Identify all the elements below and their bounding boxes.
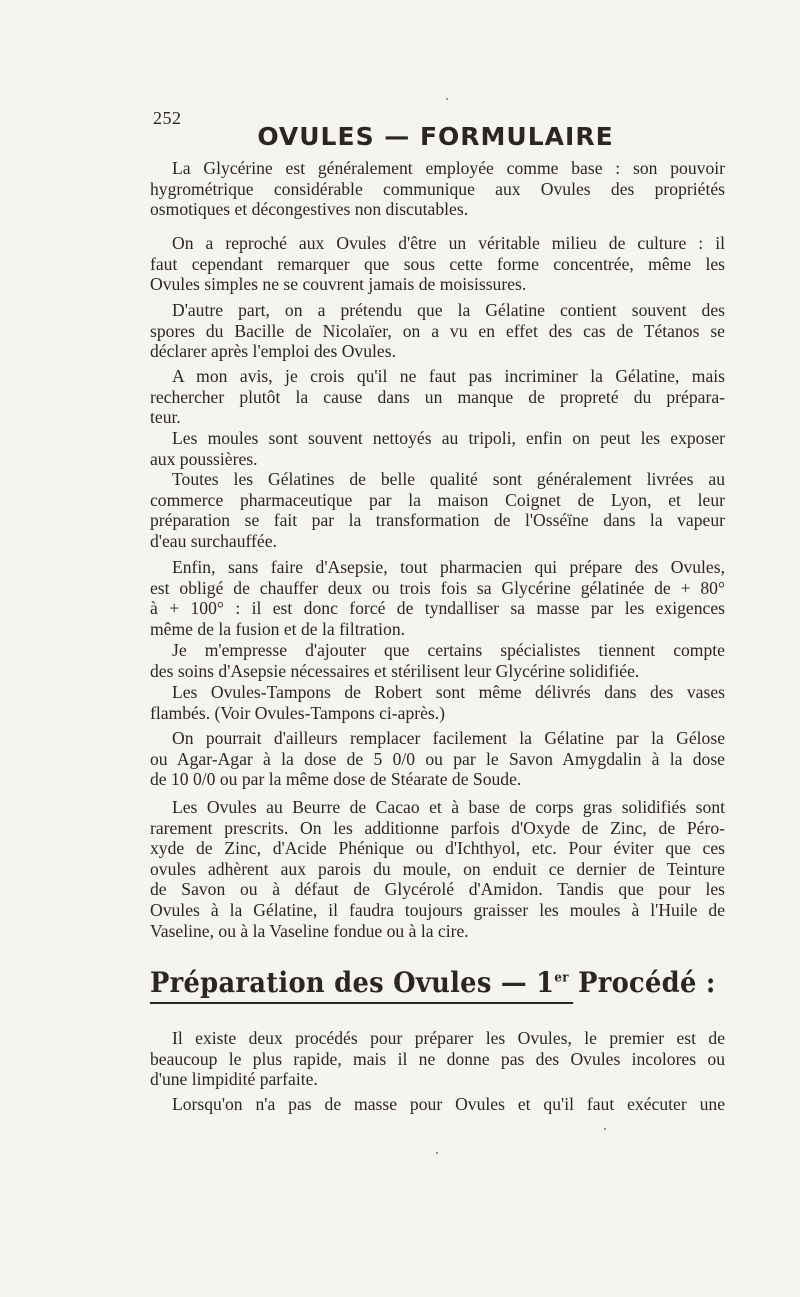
paragraph — [150, 1094, 725, 1115]
paragraph — [150, 640, 725, 681]
section-heading — [150, 966, 716, 1004]
paragraph — [150, 797, 725, 941]
text-line: ou Agar-Agar à la dose de 5 0/0 ou par le Savon Amygdalin à la dose — [150, 748, 725, 769]
text-line: xyde de Zinc, d'Acide Phénique ou d'Ichthyol, etc. Pour éviter que ces — [150, 838, 725, 859]
text-line: préparation se fait par la transformation de l'Osséïne dans la vapeur — [150, 510, 725, 531]
text-line: D'autre part, on a prétendu que la Gélatine contient souvent des — [172, 300, 725, 320]
paragraph — [150, 469, 725, 551]
text-line: ovules adhèrent aux parois du moule, on enduit ce dernier de Teinture — [150, 858, 725, 879]
text-line: On a reproché aux Ovules d'être un véritable milieu de culture : il — [172, 233, 725, 253]
text-line: d'eau surchauffée. — [150, 530, 277, 551]
section-heading-suffix: Procédé : — [568, 966, 716, 999]
section-heading-superscript: er — [554, 970, 569, 986]
text-line: est obligé de chauffer deux ou trois fois sa Glycérine gélatinée de + 80° — [150, 577, 725, 598]
text-line: Je m'empresse d'ajouter que certains spécialistes tiennent compte — [172, 640, 725, 660]
scan-speck — [604, 1128, 606, 1130]
text-line: des soins d'Asepsie nécessaires et stérilisent leur Glycérine solidifiée. — [150, 660, 640, 681]
text-line: Les Ovules-Tampons de Robert sont même délivrés dans des vases — [172, 682, 725, 702]
running-title: OVULES — FORMULAIRE — [257, 122, 614, 151]
paragraph — [150, 158, 725, 220]
text-line: commerce pharmaceutique par la maison Coignet de Lyon, et leur — [150, 489, 725, 510]
text-line: Enfin, sans faire d'Asepsie, tout pharmacien qui prépare des Ovules, — [172, 557, 725, 577]
text-line: beaucoup le plus rapide, mais il ne donne pas des Ovules incolores ou — [150, 1048, 725, 1069]
text-line: Il existe deux procédés pour préparer les Ovules, le premier est de — [172, 1028, 725, 1048]
text-line: On pourrait d'ailleurs remplacer facilement la Gélatine par la Gélose — [172, 728, 725, 748]
text-line: osmotiques et décongestives non discutables. — [150, 199, 469, 220]
text-line: teur. — [150, 407, 181, 428]
text-line: Toutes les Gélatines de belle qualité sont généralement livrées au — [172, 469, 725, 489]
paragraph — [150, 728, 725, 790]
paragraph — [150, 1028, 725, 1090]
text-line: à + 100° : il est donc forcé de tyndalliser sa masse par les exigences — [150, 598, 725, 619]
text-line: d'une limpidité parfaite. — [150, 1069, 318, 1090]
text-line: Vaseline, ou à la Vaseline fondue ou à la cire. — [150, 920, 469, 941]
text-line: flambés. (Voir Ovules-Tampons ci-après.) — [150, 702, 446, 723]
text-line: A mon avis, je crois qu'il ne faut pas incriminer la Gélatine, mais — [172, 366, 725, 386]
paragraph — [150, 366, 725, 428]
text-line: Ovules simples ne se couvrent jamais de moisissures. — [150, 274, 527, 295]
paragraph — [150, 557, 725, 639]
paragraph — [150, 682, 725, 723]
scan-speck — [446, 98, 448, 100]
text-line: faut cependant remarquer que sous cette forme concentrée, même les — [150, 253, 725, 274]
text-line: Ovules à la Gélatine, il faudra toujours graisser les moules à l'Huile de — [150, 899, 725, 920]
text-line: hygrométrique considérable communique aux Ovules des propriétés — [150, 178, 725, 199]
text-line: Les moules sont souvent nettoyés au tripoli, enfin on peut les exposer — [172, 428, 725, 448]
paragraph — [150, 428, 725, 469]
page-number: 252 — [153, 108, 182, 128]
text-line: Lorsqu'on n'a pas de masse pour Ovules et qu'il faut exécuter une — [172, 1094, 725, 1114]
text-line: même de la fusion et de la filtration. — [150, 618, 406, 639]
section-heading-text: Préparation des Ovules — 1 — [150, 966, 555, 999]
text-line: aux poussières. — [150, 448, 258, 469]
text-line: rechercher plutôt la cause dans un manque de propreté du prépara- — [150, 386, 725, 407]
text-line: rarement prescrits. On les additionne parfois d'Oxyde de Zinc, de Péro- — [150, 817, 725, 838]
text-line: de 10 0/0 ou par la même dose de Stéarate de Soude. — [150, 769, 522, 790]
paragraph — [150, 300, 725, 362]
text-line: spores du Bacille de Nicolaïer, on a vu en effet des cas de Tétanos se — [150, 320, 725, 341]
text-line: La Glycérine est généralement employée comme base : son pouvoir — [172, 158, 725, 178]
text-line: de Savon ou à défaut de Glycérolé d'Amidon. Tandis que pour les — [150, 879, 725, 900]
paragraph — [150, 233, 725, 295]
text-line: Les Ovules au Beurre de Cacao et à base de corps gras solidifiés sont — [172, 797, 725, 817]
text-line: déclarer après l'emploi des Ovules. — [150, 341, 396, 362]
scan-speck — [436, 1152, 438, 1154]
